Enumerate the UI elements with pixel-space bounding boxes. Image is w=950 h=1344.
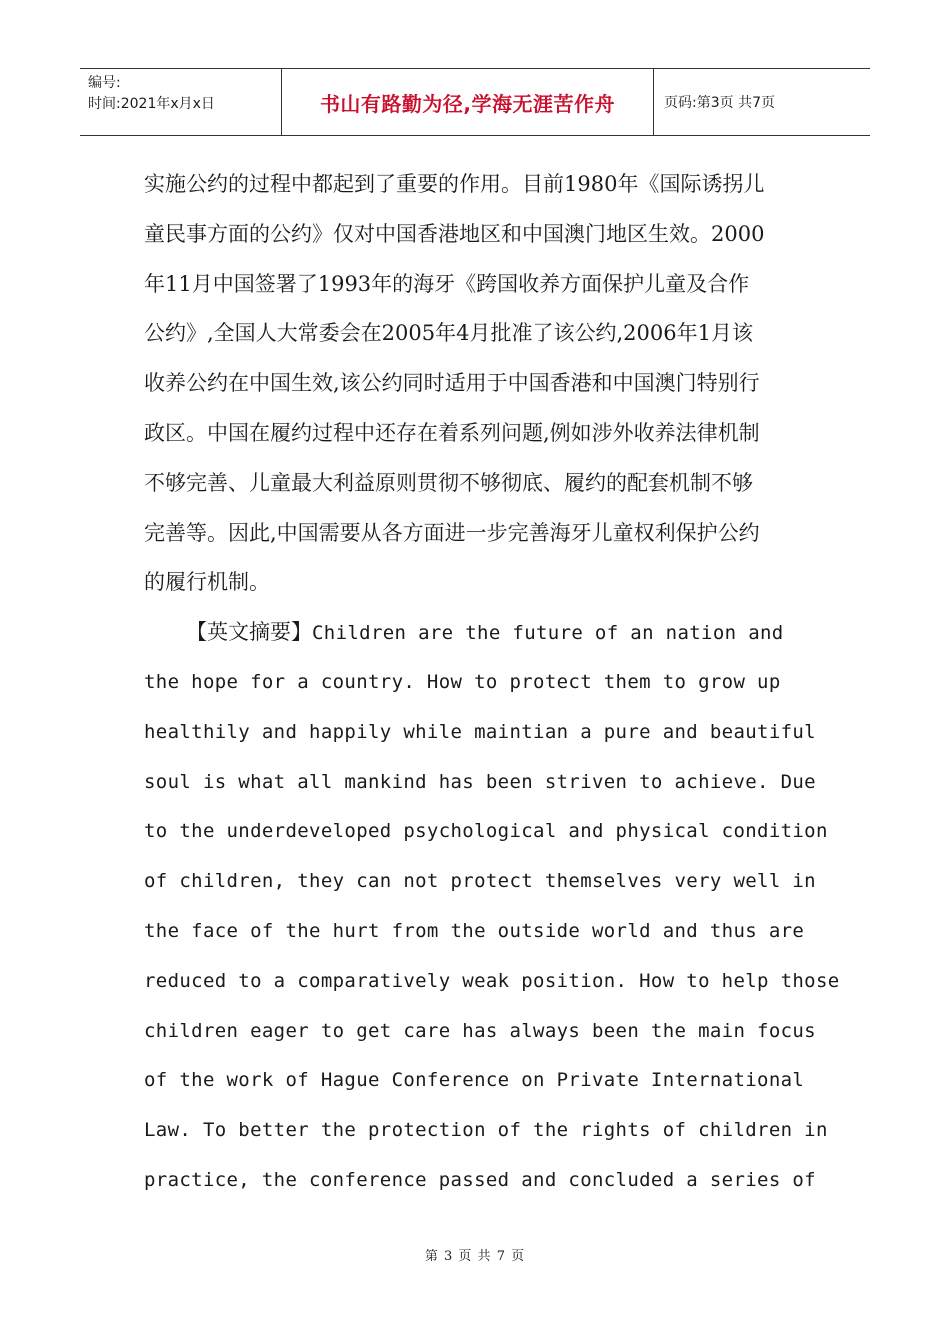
english-line: to the underdeveloped psychological and physical condition (144, 820, 828, 843)
page-footer: 第 3 页 共 7 页 (424, 1249, 526, 1264)
body-line: 不够完善、儿童最大利益原则贯彻不够彻底、履约的配套机制不够 (144, 470, 753, 495)
english-abstract-label: 【英文摘要】 (186, 620, 312, 645)
english-line: the face of the hurt from the outside world and thus are (144, 919, 805, 942)
body-line: 公约》,全国人大常委会在2005年4月批准了该公约,2006年1月该 (144, 321, 753, 346)
english-line: soul is what all mankind has been striven to achieve. Due (144, 770, 816, 793)
page-header (80, 68, 870, 136)
body-line: 实施公约的过程中都起到了重要的作用。目前1980年《国际诱拐儿 (144, 172, 765, 196)
document-body (144, 160, 840, 1206)
document-time-label: 时间:2021年x月x日 (88, 96, 215, 112)
english-line: reduced to a comparatively weak position. How to help those (144, 969, 840, 992)
body-line: 的履行机制。 (144, 570, 270, 595)
english-abstract-text: Children are the future of an nation and (312, 622, 784, 645)
header-meta (80, 69, 282, 135)
english-line: of children, they can not protect themselves very well in (144, 870, 816, 893)
body-line: 年11月中国签署了1993年的海牙《跨国收养方面保护儿童及合作 (144, 271, 750, 296)
english-line: children eager to get care has always been the main focus (144, 1019, 816, 1042)
english-line: practice, the conference passed and concluded a series of (144, 1168, 816, 1191)
english-line: Law. To better the protection of the rights of children in (144, 1119, 828, 1142)
english-line: of the work of Hague Conference on Private International (144, 1069, 805, 1092)
english-abstract-first-line (144, 608, 808, 658)
header-motto: 书山有路勤为径,学海无涯苦作舟 (282, 69, 654, 135)
header-page-code: 页码:第3页 共7页 (664, 95, 775, 111)
document-number-label: 编号: (88, 75, 121, 91)
english-line: the hope for a country. How to protect them to grow up (144, 670, 781, 693)
body-line: 收养公约在中国生效,该公约同时适用于中国香港和中国澳门特别行 (144, 371, 760, 396)
body-line: 政区。中国在履约过程中还存在着系列问题,例如涉外收养法律机制 (144, 420, 760, 445)
body-line: 童民事方面的公约》仅对中国香港地区和中国澳门地区生效。2000 (144, 221, 765, 246)
english-line: healthily and happily while maintian a pure and beautiful (144, 720, 816, 743)
body-line: 完善等。因此,中国需要从各方面进一步完善海牙儿童权利保护公约 (144, 520, 760, 545)
